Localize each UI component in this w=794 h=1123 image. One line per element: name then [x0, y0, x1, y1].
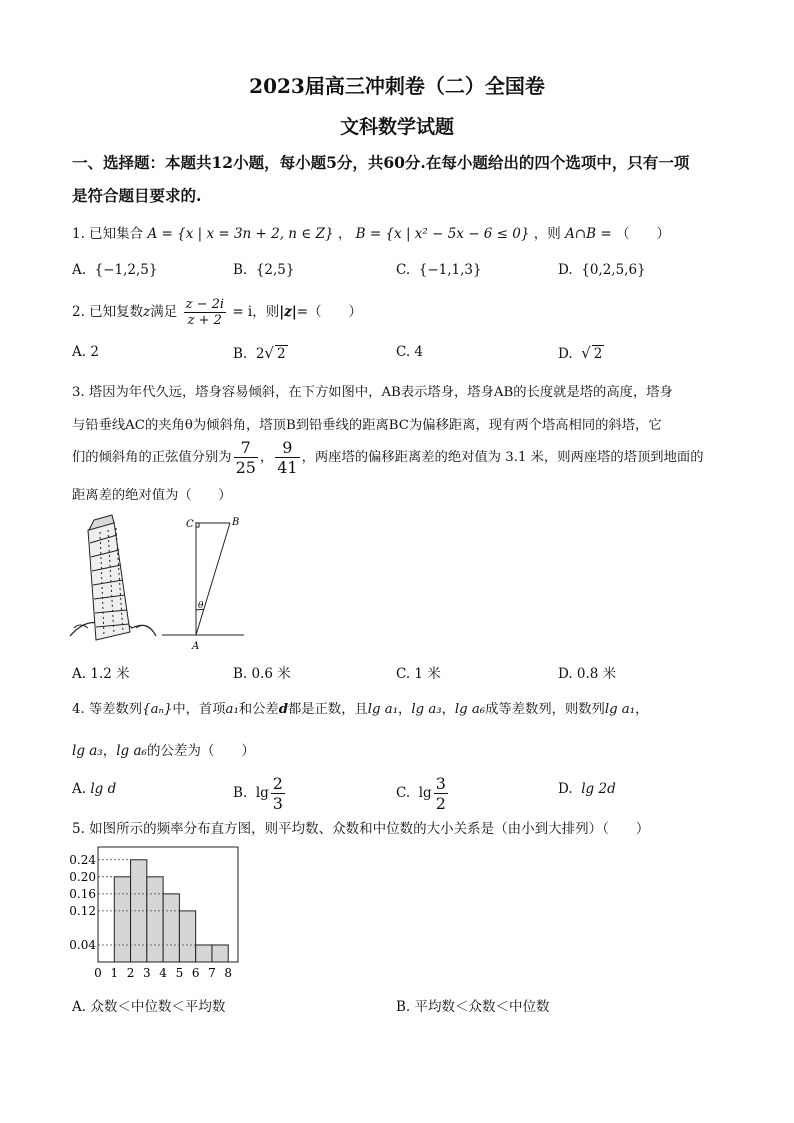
q2-z: z — [143, 304, 151, 320]
q2-prefix: 2. 已知复数 — [72, 304, 144, 320]
q2-option-d — [558, 344, 604, 362]
q1-option-b — [233, 262, 294, 278]
q3-f2-den: 41 — [277, 458, 298, 477]
q3-line3b: ，两座塔的偏移距离差的绝对值为 3.1 米，则两座塔的塔顶到地面的 — [301, 450, 704, 465]
q1-sep: ， — [337, 226, 352, 242]
q1-paren: （ ） — [615, 226, 670, 242]
x-tick-label: 1 — [110, 966, 119, 980]
q4-lg1: lg a₁ — [367, 702, 399, 717]
q4-option-c-label: C. — [396, 785, 411, 801]
x-tick-label: 8 — [224, 966, 233, 980]
q4-option-c-num: 3 — [435, 774, 446, 793]
q4-a1: a₁ — [225, 702, 239, 717]
label-b: B — [232, 517, 240, 528]
label-theta: θ — [198, 601, 204, 611]
histogram-bar — [212, 945, 228, 962]
q2-option-b-label: B. — [233, 346, 248, 362]
q4-option-b-num: 2 — [272, 774, 283, 793]
x-tick-label: 7 — [208, 966, 216, 980]
q3-comma: ， — [259, 450, 274, 465]
q4-line2a: lg a₃ — [72, 743, 103, 759]
q4-c2: ， — [441, 702, 455, 717]
q3-line2: 与铅垂线AC的夹角θ为倾斜角，塔顶B到铅垂线的距离BC为偏移距离，现有两个塔高相同的斜塔，它 — [72, 418, 662, 433]
q1-suffix: ，则 — [533, 226, 561, 242]
q1-prefix: 1. 已知集合 — [72, 226, 144, 242]
q1-option-d — [558, 262, 646, 278]
q4-option-b-fraction — [271, 774, 285, 813]
leaning-tower-drawing — [70, 515, 156, 640]
section-heading-line1: 一、选择题：本题共12小题，每小题5分，共60分.在每小题给出的四个选项中，只有一项 — [72, 153, 690, 172]
q4-lg1b: lg a₁ — [604, 702, 636, 717]
q1-option-a-value: {−1,2,5} — [94, 262, 158, 278]
x-tick-label: 0 — [94, 966, 102, 980]
q3-option-c: C. 1 米 — [396, 666, 441, 682]
q4-d: d — [278, 702, 289, 717]
q2-end: =（ ） — [296, 304, 363, 320]
q4-option-d-label: D. — [558, 781, 573, 797]
q4-option-b-den: 3 — [272, 794, 283, 813]
x-tick-label: 5 — [175, 966, 184, 980]
q4-option-d — [558, 781, 616, 797]
q4-option-c — [396, 774, 450, 813]
q5-option-a: A. 众数＜中位数＜平均数 — [72, 999, 226, 1015]
histogram-bar — [147, 877, 163, 962]
q1-set-a: A = {x | x = 3n + 2, n ∈ Z} — [147, 226, 334, 242]
q2-option-b — [233, 344, 288, 362]
q4-c1: ， — [398, 702, 412, 717]
q4-option-c-fraction — [434, 774, 448, 813]
label-c: C — [186, 519, 194, 530]
q3-fraction-2 — [275, 438, 299, 477]
q4-option-b-lg: lg — [255, 785, 269, 801]
sqrt-icon: √ — [581, 344, 591, 362]
q1-option-a-label: A. — [72, 262, 87, 278]
q1-option-c-value: {−1,1,3} — [418, 262, 482, 278]
y-tick-label: 0.24 — [69, 852, 96, 867]
histogram-bar — [196, 945, 212, 962]
q4-lg6: lg a₆ — [454, 702, 486, 717]
q3-figure — [66, 510, 256, 655]
q5-option-b: B. 平均数＜众数＜中位数 — [396, 999, 550, 1015]
q2-numerator: z − 2i — [185, 297, 225, 312]
frequency-histogram — [66, 842, 246, 984]
label-a: A — [192, 641, 200, 652]
q4-option-c-den: 2 — [435, 794, 446, 813]
q1-option-b-label: B. — [233, 262, 248, 278]
question-4-line1 — [72, 698, 648, 717]
q2-suffix: ，则 — [252, 304, 280, 320]
q1-option-d-label: D. — [558, 262, 573, 278]
q4-option-a-label: A. — [72, 781, 87, 797]
q4-line1d: 都是正数，且 — [288, 702, 368, 717]
q4-line2c: 的公差为（ ） — [146, 743, 255, 759]
x-tick-label: 6 — [191, 966, 200, 980]
q4-line2b: lg a₆ — [116, 743, 147, 759]
q1-expr: A∩B = — [565, 226, 612, 242]
q4-c4: ， — [102, 743, 117, 759]
x-tick-label: 2 — [126, 966, 135, 980]
q4-option-b — [233, 774, 287, 813]
y-tick-label: 0.20 — [69, 869, 96, 884]
q4-option-a-value: lg d — [90, 781, 117, 797]
q1-option-c — [396, 262, 482, 278]
q3-option-d: D. 0.8 米 — [558, 666, 617, 682]
geometry-diagram — [162, 522, 244, 635]
q2-option-c: C. 4 — [396, 344, 424, 360]
q3-option-a: A. 1.2 米 — [72, 666, 130, 682]
q3-line1: 3. 塔因为年代久远，塔身容易倾斜，在下方如图中，AB表示塔身，塔身AB的长度就是塔的高度，塔身 — [72, 385, 673, 400]
q4-lg3: lg a₃ — [411, 702, 442, 717]
x-tick-label: 4 — [159, 966, 167, 980]
q1-option-a — [72, 262, 157, 278]
q2-fraction — [184, 297, 226, 328]
q2-denominator: z + 2 — [187, 313, 222, 328]
q2-option-d-label: D. — [558, 346, 573, 362]
q3-line4: 距离差的绝对值为（ ） — [72, 488, 232, 503]
q1-set-b: B = {x | x² − 5x − 6 ≤ 0} — [355, 226, 530, 242]
question-2 — [72, 297, 362, 328]
q4-option-a — [72, 781, 116, 797]
q1-option-d-value: {0,2,5,6} — [581, 262, 646, 278]
q4-seq: {aₙ} — [142, 702, 173, 717]
question-1 — [72, 222, 670, 242]
q4-option-c-lg: lg — [418, 785, 432, 801]
histogram-bar — [163, 894, 179, 962]
exam-title: 2023届高三冲刺卷（二）全国卷 — [249, 74, 545, 98]
q4-line1e: 成等差数列，则数列 — [485, 702, 605, 717]
q3-option-b: B. 0.6 米 — [233, 666, 291, 682]
q1-option-b-value: {2,5} — [255, 262, 295, 278]
q3-line3 — [72, 438, 704, 477]
q1-option-c-label: C. — [396, 262, 411, 278]
exam-subtitle: 文科数学试题 — [339, 116, 454, 138]
q4-line1b: 中，首项 — [172, 702, 226, 717]
q4-option-d-value: lg 2d — [581, 781, 616, 797]
q2-abs: |z| — [279, 304, 297, 320]
q4-line1a: 4. 等差数列 — [72, 702, 143, 717]
section-heading-line2: 是符合题目要求的. — [72, 186, 202, 205]
histogram-bar — [114, 877, 130, 962]
q2-mid: 满足 — [150, 304, 178, 320]
question-5: 5. 如图所示的频率分布直方图，则平均数、众数和中位数的大小关系是（由小到大排列）（ ） — [72, 821, 650, 837]
sqrt-icon: √ — [264, 344, 274, 362]
q2-eq: = i — [232, 304, 253, 320]
q2-option-d-radicand: 2 — [593, 346, 603, 362]
y-tick-label: 0.12 — [69, 903, 96, 918]
y-tick-label: 0.16 — [69, 886, 96, 901]
x-tick-label: 3 — [143, 966, 151, 980]
q4-c3: ， — [635, 702, 649, 717]
q4-option-b-label: B. — [233, 785, 248, 801]
q3-line3a: 们的倾斜角的正弦值分别为 — [72, 450, 232, 465]
q2-option-b-coef: 2 — [255, 346, 265, 362]
q3-f2-num: 9 — [275, 438, 299, 458]
y-tick-label: 0.04 — [69, 937, 96, 952]
q3-f1-den: 25 — [235, 458, 256, 477]
question-4-line2 — [72, 739, 255, 759]
q4-line1c: 和公差 — [238, 702, 279, 717]
q3-fraction-1 — [234, 438, 258, 477]
q2-option-b-radicand: 2 — [276, 346, 286, 362]
q3-f1-num: 7 — [234, 438, 258, 458]
histogram-bar — [179, 911, 195, 962]
q2-option-a: A. 2 — [72, 344, 99, 360]
